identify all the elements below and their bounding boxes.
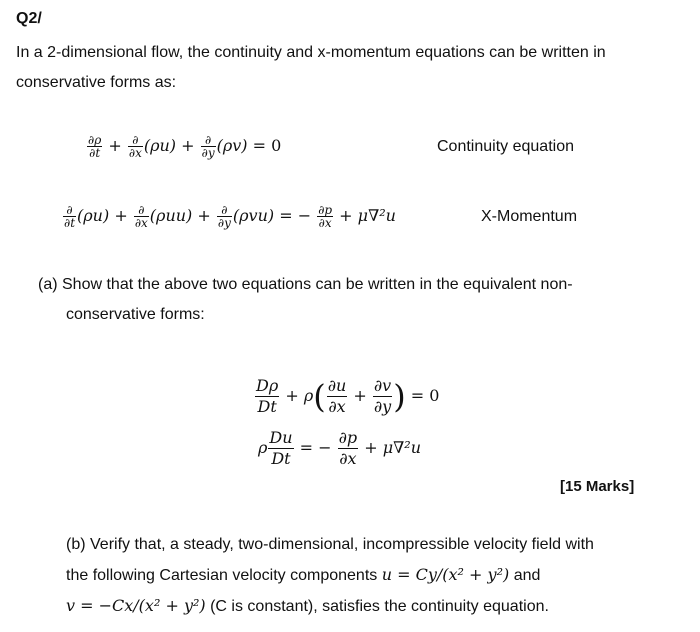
v-velocity-expression: v = −Cx/(x² + y²) — [66, 596, 206, 615]
u-velocity-expression: u = Cy/(x² + y²) — [381, 565, 510, 584]
x-momentum-equation-nonconservative: ρ $\frac{Du}{Dt}$ = − $\frac{\partial p}{\partial x}$ + μ∇²u — [258, 428, 422, 468]
intro-line-2: conservative forms as: — [16, 74, 177, 91]
part-b-line-2-suffix: and — [513, 567, 541, 584]
part-a-text — [38, 270, 668, 330]
part-b-line-3-suffix: (C is constant), satisfies the continuity equation. — [210, 598, 549, 615]
part-b-line-3 — [66, 591, 666, 622]
part-b-line-2-prefix: the following Cartesian velocity components — [66, 567, 378, 584]
question-title: Q2/ — [16, 10, 42, 27]
x-momentum-equation-conservative: $\frac{\partial}{\partial t}$ (ρu) + $\frac{\partial}{\partial x}$ (ρuu) + $\frac{\partial}{\partial y}$ (ρvu) = − $\frac{\partial p}{\partial x}$ + μ∇²u — [64, 203, 396, 230]
drho-dt: $\frac{\partial\rho}{\partial t}$ — [88, 133, 102, 160]
intro-paragraph — [16, 38, 676, 98]
part-a-line-2: conservative forms: — [66, 306, 205, 323]
part-a-line-1: (a) Show that the above two equations can be written in the equivalent non- — [38, 276, 573, 293]
part-b-text — [66, 530, 666, 622]
d-dy: $\frac{\partial}{\partial y}$ — [201, 133, 215, 160]
intro-line-1: In a 2-dimensional flow, the continuity and x-momentum equations can be written in — [16, 44, 606, 61]
d-dx: $\frac{\partial}{\partial x}$ — [128, 133, 142, 160]
continuity-equation-conservative: $\frac{\partial\rho}{\partial t}$ + $\frac{\partial}{\partial x}$ (ρu) + $\frac{\partial}{\partial y}$ (ρv) = 0 — [88, 133, 282, 160]
momentum-label: X-Momentum — [481, 208, 578, 225]
continuity-label: Continuity equation — [437, 138, 574, 155]
part-b-line-2 — [66, 560, 666, 591]
continuity-equation-nonconservative: $\frac{D\rho}{Dt}$ + ρ( $\frac{\partial u}{\partial x}$ + $\frac{\partial v}{\partial y}$ ) = 0 — [256, 376, 440, 416]
marks-badge: [15 Marks] — [560, 478, 635, 495]
part-b-line-1: (b) Verify that, a steady, two-dimensional, incompressible velocity field with — [66, 536, 594, 553]
